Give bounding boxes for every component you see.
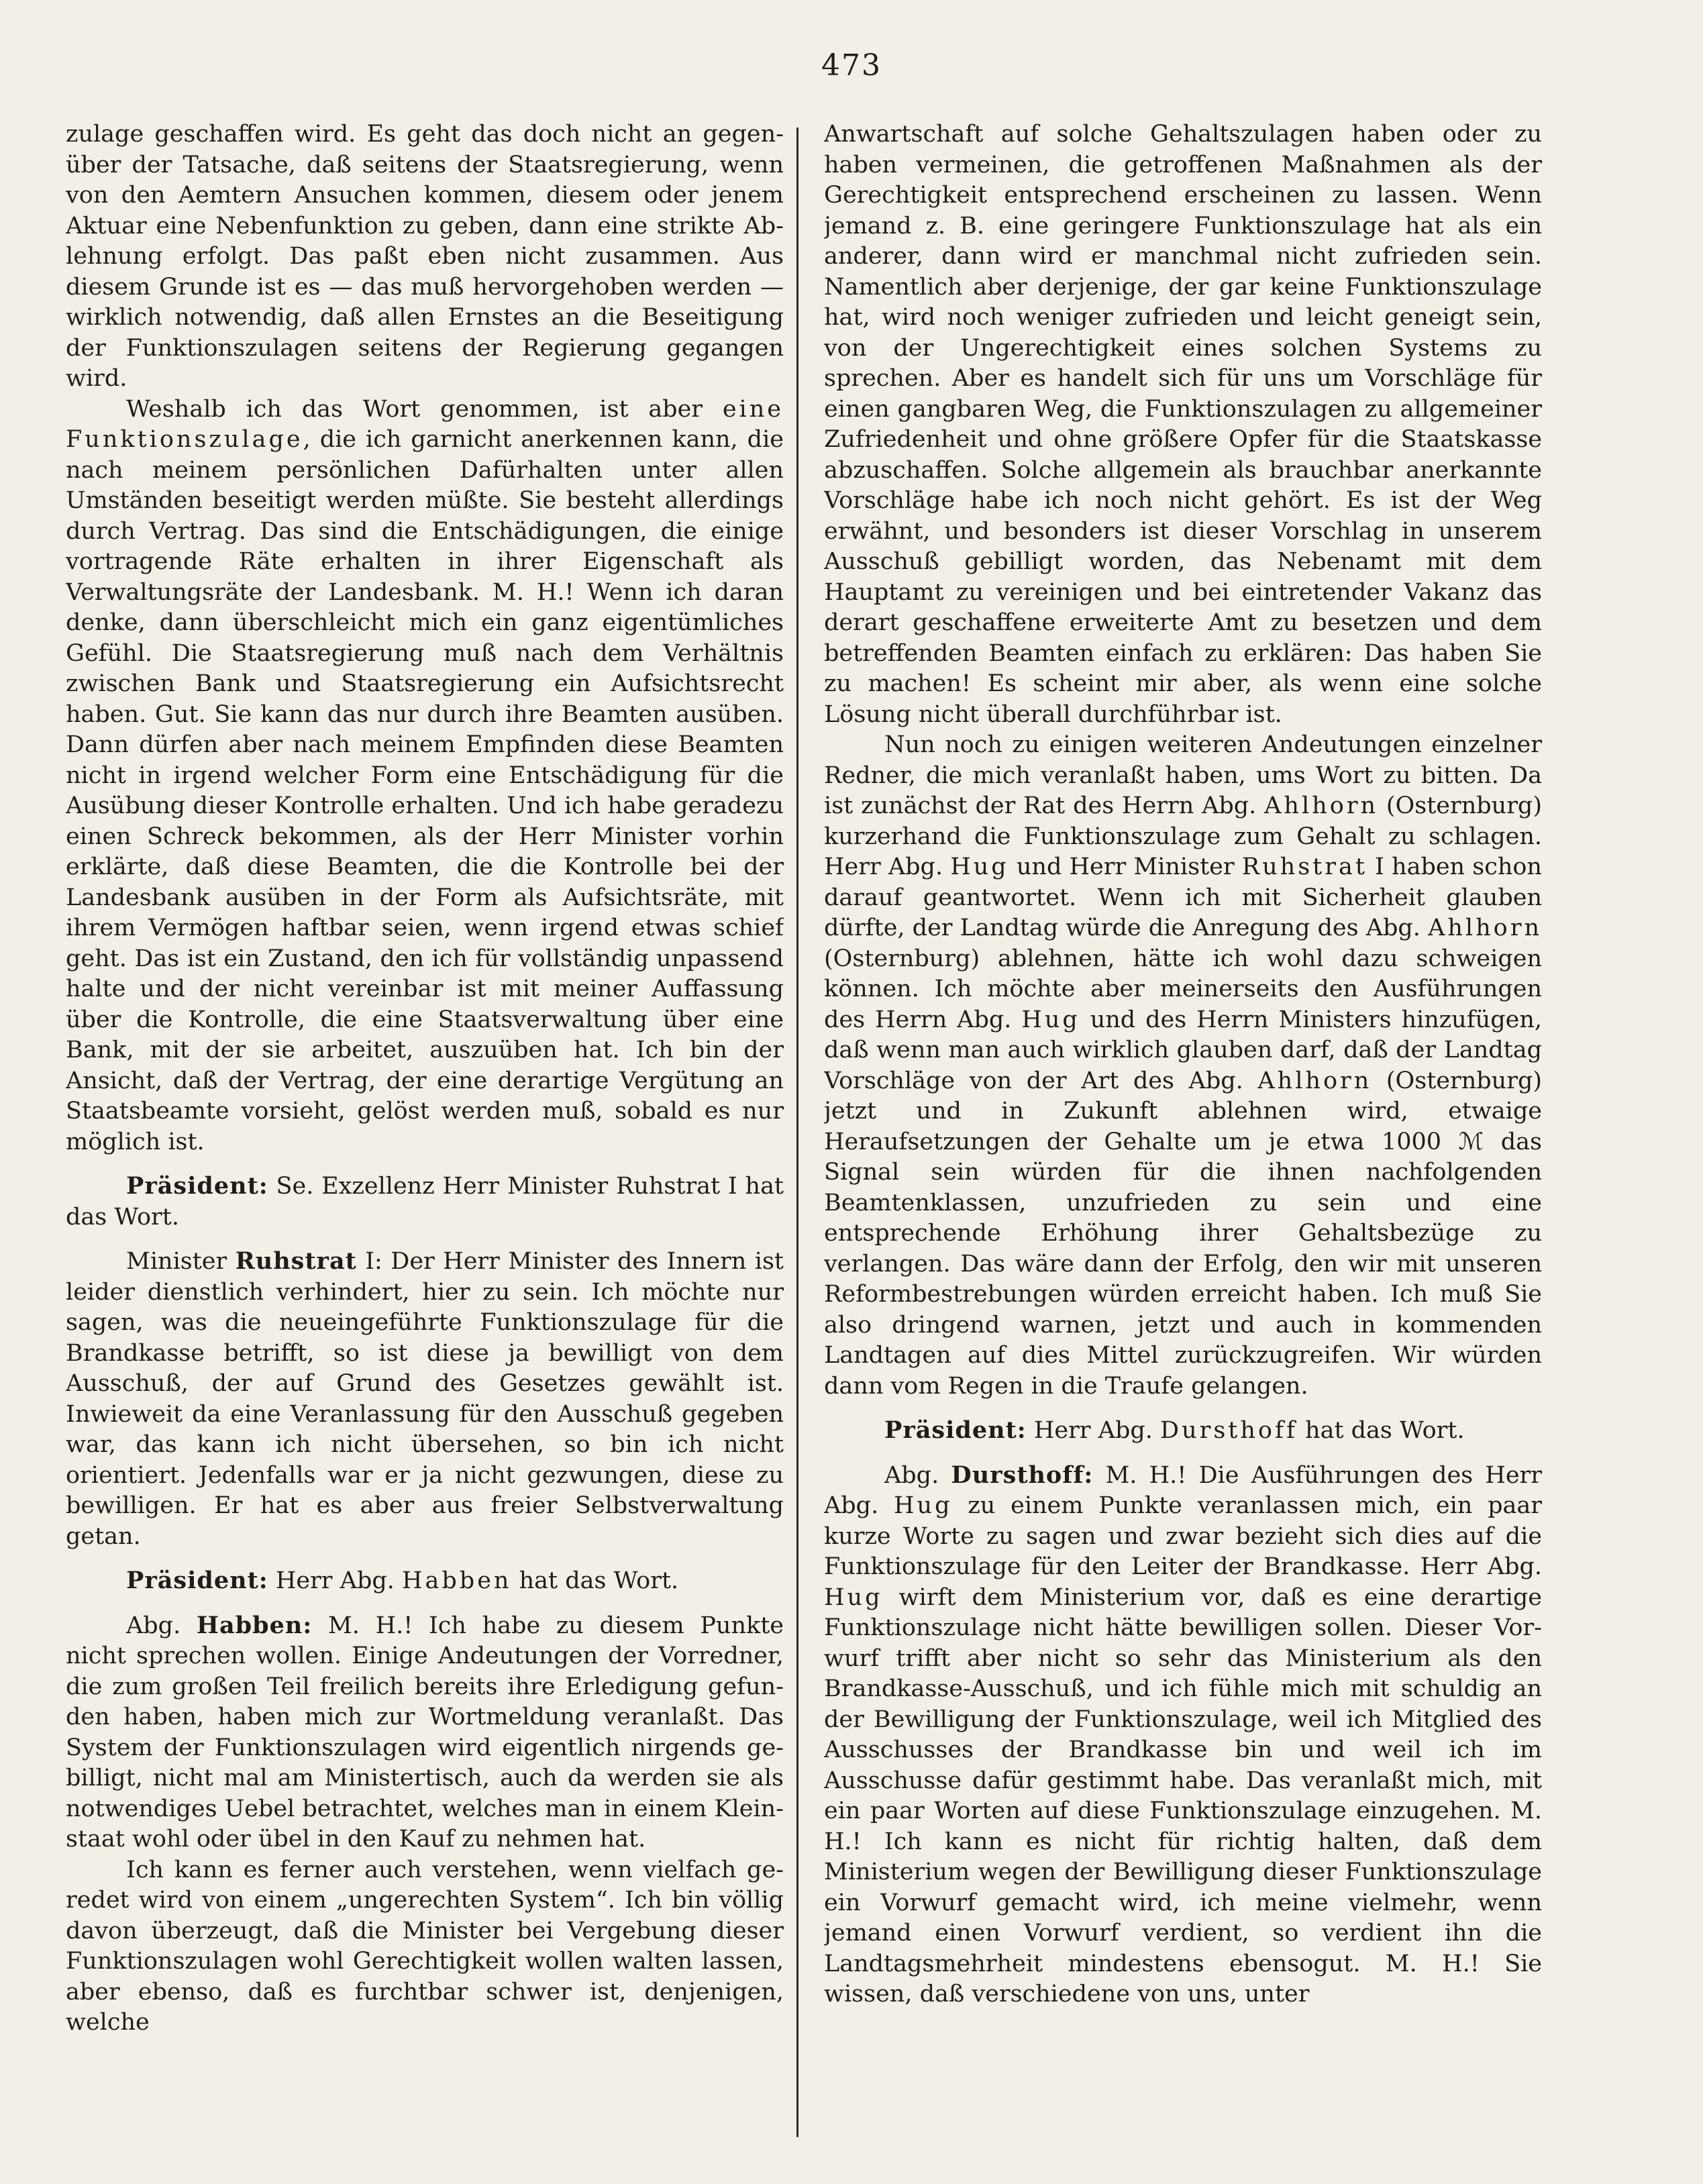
left-column: [66, 119, 784, 2146]
speaker-label: Präsident:: [884, 1416, 1027, 1444]
speaker-name: Ruhstrat: [235, 1247, 357, 1275]
paragraph: zulage geschaffen wird. Es geht das doch nicht an gegenüber der Tatsache, daß seitens der Staatsregierung, wenn von den Aemtern Ansuchen kommen, diesem oder jenem Aktuar eine Nebenfunktion zu geben, dann eine strikte Ablehnung erfolgt. Das paßt eben nicht zusammen. Aus diesem Grunde ist es — das muß hervorgehoben werden — wirklich notwendig, daß allen Ernstes an die Beseitigung der Funktionszulagen seitens der Regierung gegangen wird.: [66, 121, 784, 392]
speaker-paragraph: Präsident: Herr Abg. Dursthoff hat das Wort.: [884, 1416, 1465, 1444]
speaker-name: Dursthoff:: [951, 1461, 1094, 1489]
speaker-paragraph: Präsident: Se. Exzellenz Herr Minister Ruhstrat I hat das Wort.: [66, 1172, 784, 1231]
right-column: [824, 119, 1542, 2146]
speaker-label: Präsident:: [126, 1172, 268, 1200]
page-number: 473: [821, 48, 882, 83]
paragraph: Ich kann es ferner auch verstehen, wenn vielfach geredet wird von einem „ungerechten System“. Ich bin völlig davon überzeugt, daß die Minister bei Vergebung dieser Funktionszulagen wohl Gerechtigkeit wollen walten lassen, aber ebenso, daß es furchtbar schwer ist, denjenigen, welche: [66, 1856, 784, 2036]
speaker-paragraph: Abg. Habben: M. H.! Ich habe zu diesem Punkte nicht sprechen wollen. Einige Andeutungen der Vorredner, die zum großen Teil freilich bereits ihre Erledigung gefunden haben, haben mich zur Wortmeldung veranlaßt. Das System der Funktionszulagen wird eigentlich nirgends gebilligt, nicht mal am Ministertisch, auch da werden sie als notwendiges Uebel betrachtet, welches man in einem Kleinstaat wohl oder übel in den Kauf zu nehmen hat.: [66, 1611, 784, 1853]
paragraph: Nun noch zu einigen weiteren Andeutungen einzelner Redner, die mich veranlaßt haben, ums Wort zu bitten. Da ist zunächst der Rat des Herrn Abg. Ahlhorn (Osternburg) kurzerhand die Funktionszulage zum Gehalt zu schlagen. Herr Abg. Hug und Herr Minister Ruhstrat I haben schon darauf geantwortet. Wenn ich mit Sicherheit glauben dürfte, der Landtag würde die Anregung des Abg. Ahlhorn (Osternburg) ablehnen, hätte ich wohl dazu schweigen können. Ich möchte aber meinerseits den Ausführungen des Herrn Abg. Hug und des Herrn Ministers hinzufügen, daß wenn man auch wirklich glauben darf, daß der Landtag Vorschläge von der Art des Abg. Ahlhorn (Osternburg) jetzt und in Zukunft ablehnen wird, etwaige Heraufsetzungen der Gehalte um je etwa 1000 ℳ das Signal sein würden für die ihnen nachfolgenden Beamtenklassen, unzufrieden zu sein und eine entsprechende Erhöhung ihrer Gehaltsbezüge zu verlangen. Das wäre dann der Erfolg, den wir mit unseren Reformbestrebungen würden erreicht haben. Ich muß Sie also dringend warnen, jetzt und auch in kommenden Landtagen auf dies Mittel zurückzugreifen. Wir würden dann vom Regen in die Traufe gelangen.: [824, 731, 1542, 1400]
paragraph: Anwartschaft auf solche Gehaltszulagen haben oder zu haben vermeinen, die getroffenen Maßnahmen als der Gerechtigkeit entsprechend erscheinen zu lassen. Wenn jemand z. B. eine geringere Funktionszulage hat als ein anderer, dann wird er manchmal nicht zufrieden sein. Namentlich aber derjenige, der gar keine Funktionszulage hat, wird noch weniger zufrieden und leicht geneigt sein, von der Ungerechtigkeit eines solchen Systems zu sprechen. Aber es handelt sich für uns um Vorschläge für einen gangbaren Weg, die Funktionszulagen zu allgemeiner Zufriedenheit und ohne größere Opfer für die Staatskasse abzuschaffen. Solche allgemein als brauchbar anerkannte Vorschläge habe ich noch nicht gehört. Es ist der Weg erwähnt, und besonders ist dieser Vorschlag in unserem Ausschuß gebilligt worden, das Nebenamt mit dem Hauptamt zu vereinigen und bei eintretender Vakanz das derart geschaffene erweiterte Amt zu besetzen und dem betreffenden Beamten einfach zu erklären: Das haben Sie zu machen! Es scheint mir aber, als wenn eine solche Lösung nicht überall durchführbar ist.: [824, 121, 1542, 728]
speaker-label: Präsident:: [126, 1567, 268, 1594]
speaker-name: Habben:: [196, 1611, 313, 1639]
paragraph: Weshalb ich das Wort genommen, ist aber eine Funktionszulage, die ich garnicht anerkennen kann, die nach meinem persönlichen Dafürhalten unter allen Umständen beseitigt werden müßte. Sie besteht allerdings durch Vertrag. Das sind die Entschädigungen, die einige vortragende Räte erhalten in ihrer Eigenschaft als Verwaltungsräte der Landesbank. M. H.! Wenn ich daran denke, dann überschleicht mich ein ganz eigentümliches Gefühl. Die Staatsregierung muß nach dem Verhältnis zwischen Bank und Staatsregierung ein Aufsichtsrecht haben. Gut. Sie kann das nur durch ihre Beamten ausüben. Dann dürfen aber nach meinem Empfinden diese Beamten nicht in irgend welcher Form eine Entschädigung für die Ausübung dieser Kontrolle erhalten. Und ich habe geradezu einen Schreck bekommen, als der Herr Minister vorhin erklärte, daß diese Beamten, die die Kontrolle bei der Landesbank ausüben in der Form als Aufsichtsräte, mit ihrem Vermögen haftbar seien, wenn irgend etwas schief geht. Das ist ein Zustand, den ich für vollständig unpassend halte und der nicht vereinbar ist mit meiner Auffassung über die Kontrolle, die eine Staatsverwaltung über eine Bank, mit der sie arbeitet, auszuüben hat. Ich bin der Ansicht, daß der Vertrag, der eine derartige Vergütung an Staatsbeamte vorsieht, gelöst werden muß, sobald es nur möglich ist.: [66, 395, 784, 1155]
speaker-paragraph: Abg. Dursthoff: M. H.! Die Ausführungen des Herr Abg. Hug zu einem Punkte veranlassen mich, ein paar kurze Worte zu sagen und zwar bezieht sich dies auf die Funktionszulage für den Leiter der Brandkasse. Herr Abg. Hug wirft dem Ministerium vor, daß es eine derartige Funktionszulage nicht hätte bewilligen sollen. Dieser Vorwurf trifft aber nicht so sehr das Ministerium als den Brandkasse-Ausschuß, und ich fühle mich mit schuldig an der Bewilligung der Funktionszulage, weil ich Mitglied des Ausschusses der Brandkasse bin und weil ich im Ausschusse dafür gestimmt habe. Das veranlaßt mich, mit ein paar Worten auf diese Funktionszulage einzugehen. M. H.! Ich kann es nicht für richtig halten, daß dem Ministerium wegen der Bewilligung dieser Funktionszulage ein Vorwurf gemacht wird, ich meine vielmehr, wenn jemand einen Vorwurf verdient, so verdient ihn die Landtagsmehrheit mindestens ebensogut. M. H.! Sie wissen, daß verschiedene von uns, unter: [824, 1461, 1542, 2008]
speaker-paragraph: Präsident: Herr Abg. Habben hat das Wort.: [126, 1567, 679, 1594]
column-divider: [796, 127, 798, 2137]
speaker-paragraph: Minister Ruhstrat I: Der Herr Minister des Innern ist leider dienstlich verhindert, hier zu sein. Ich möchte nur sagen, was die neueingeführte Funktionszulage für die Brandkasse betrifft, so ist diese ja bewilligt von dem Ausschuß, der auf Grund des Gesetzes gewählt ist. Inwieweit da eine Veranlassung für den Ausschuß gegeben war, das kann ich nicht übersehen, so bin ich nicht orientiert. Jedenfalls war er ja nicht gezwungen, diese zu bewilligen. Er hat es aber aus freier Selbstverwaltung getan.: [66, 1247, 784, 1550]
